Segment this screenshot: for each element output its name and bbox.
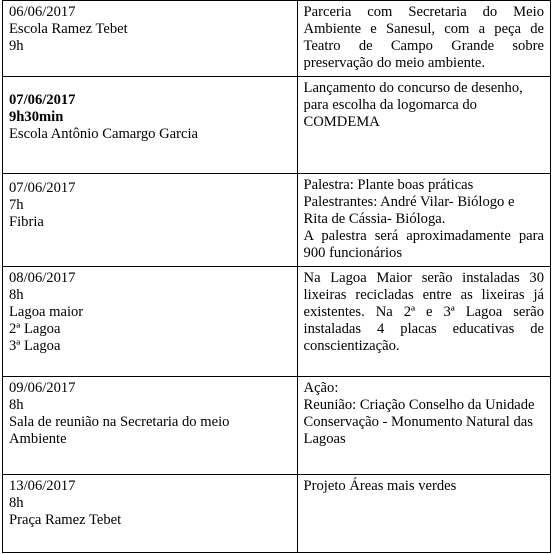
event-details-cell	[3, 174, 298, 267]
table-row	[3, 77, 551, 174]
event-time: 7h	[9, 197, 24, 213]
table-row	[3, 174, 551, 267]
event-description: Lançamento do concurso de desenho, para escolha da logomarca do COMDEMA	[303, 80, 523, 130]
event-description-cell	[297, 1, 550, 77]
event-location: Escola Antônio Camargo Garcia	[9, 126, 198, 142]
event-details-cell	[3, 475, 298, 553]
event-date: 09/06/2017	[9, 380, 76, 396]
table-row	[3, 267, 551, 377]
event-location: Sala de reunião na Secretaria do meio	[9, 414, 230, 430]
event-time: 8h	[9, 397, 24, 413]
talk-speakers-continued: Rita de Cássia- Bióloga.	[303, 211, 446, 227]
event-date: 06/06/2017	[9, 4, 76, 20]
event-location: Lagoa maior	[9, 304, 84, 320]
event-location: Escola Ramez Tebet	[9, 21, 128, 37]
talk-audience: A palestra será aproximadamente para 900 funcionários	[303, 228, 544, 261]
event-location: 3ª Lagoa	[9, 338, 61, 354]
event-date: 13/06/2017	[9, 478, 76, 494]
event-description-cell	[297, 174, 550, 267]
event-location: Fibria	[9, 214, 44, 230]
event-details-cell	[3, 1, 298, 77]
event-description-cell	[297, 267, 550, 377]
event-time: 8h	[9, 287, 24, 303]
event-details-cell	[3, 267, 298, 377]
event-time: 9h30min	[9, 109, 64, 125]
event-description-cell	[297, 377, 550, 475]
event-date: 08/06/2017	[9, 270, 76, 286]
event-description: Projeto Áreas mais verdes	[303, 478, 457, 494]
action-label: Ação:	[303, 380, 339, 396]
table-row	[3, 475, 551, 553]
event-date: 07/06/2017	[9, 92, 76, 108]
event-description: Reunião: Criação Conselho da Unidade Conservação - Monumento Natural das Lagoas	[303, 397, 535, 447]
event-description: Parceria com Secretaria do Meio Ambiente e Sanesul, com a peça de Teatro de Campo Grande sobre preservação do meio ambiente.	[303, 4, 544, 71]
event-time: 8h	[9, 495, 24, 511]
talk-speakers: Palestrantes: André Vilar- Biólogo e	[303, 194, 515, 210]
event-location-continued: Ambiente	[9, 431, 67, 447]
event-time: 9h	[9, 38, 24, 54]
table-row	[3, 1, 551, 77]
event-details-cell	[3, 377, 298, 475]
event-description-cell	[297, 475, 550, 553]
event-description-cell	[297, 77, 550, 174]
table-row	[3, 377, 551, 475]
event-description: Na Lagoa Maior serão instaladas 30 lixeiras recicladas entre as lixeiras já existentes. Na 2ª e 3ª Lagoa serão instaladas 4 placas educativas de conscientização.	[303, 270, 544, 354]
event-details-cell	[3, 77, 298, 174]
talk-title: Palestra: Plante boas práticas	[303, 177, 474, 193]
event-location: 2ª Lagoa	[9, 321, 61, 337]
event-schedule-table	[2, 0, 551, 553]
event-date: 07/06/2017	[9, 180, 76, 196]
event-location: Praça Ramez Tebet	[9, 512, 122, 528]
